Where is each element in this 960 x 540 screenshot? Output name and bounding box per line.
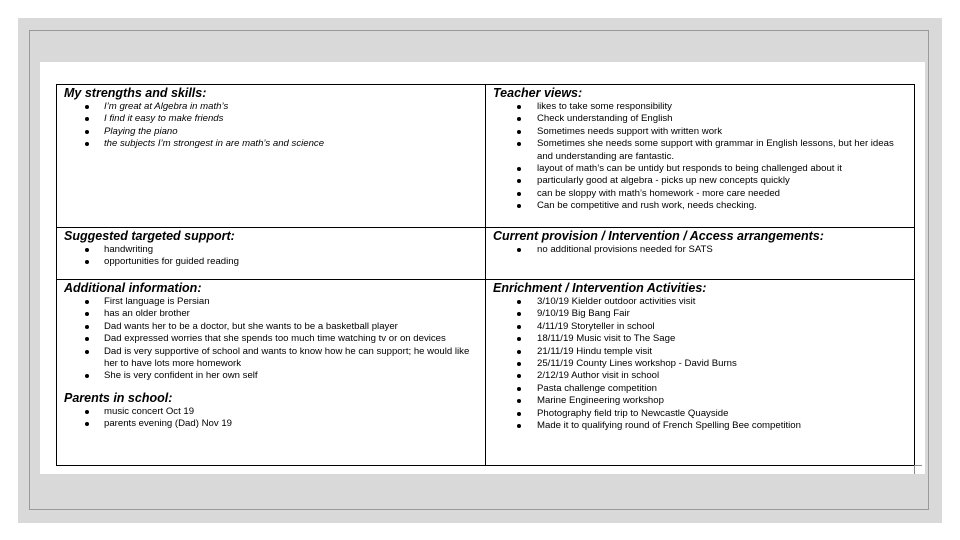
list-item: 2/12/19 Author visit in school xyxy=(511,370,908,382)
list-item: Playing the piano xyxy=(82,126,479,138)
additional-info-heading: Additional information: xyxy=(64,281,202,295)
strengths-cell xyxy=(57,85,486,228)
list-item: can be sloppy with math’s homework - more care needed xyxy=(511,188,908,200)
list-item: the subjects I’m strongest in are math’s and science xyxy=(82,138,479,150)
teacher-views-heading: Teacher views: xyxy=(493,86,583,100)
list-item: I find it easy to make friends xyxy=(82,113,479,125)
list-item: opportunities for guided reading xyxy=(82,256,479,268)
list-item: 3/10/19 Kielder outdoor activities visit xyxy=(511,296,908,308)
enrichment-cell xyxy=(486,280,915,466)
list-item: handwriting xyxy=(82,244,479,256)
list-item: She is very confident in her own self xyxy=(82,370,479,382)
parents-in-school-heading: Parents in school: xyxy=(64,390,173,405)
list-item: music concert Oct 19 xyxy=(82,406,479,418)
parents-in-school-list xyxy=(64,406,479,431)
current-provision-heading: Current provision / Intervention / Access arrangements: xyxy=(493,229,824,243)
enrichment-heading: Enrichment / Intervention Activities: xyxy=(493,281,707,295)
additional-info-list xyxy=(64,296,479,383)
targeted-support-heading: Suggested targeted support: xyxy=(64,229,235,243)
list-item: Dad wants her to be a doctor, but she wants to be a basketball player xyxy=(82,321,479,333)
list-item: I’m great at Algebra in math’s xyxy=(82,101,479,113)
list-item: Marine Engineering workshop xyxy=(511,395,908,407)
current-provision-list xyxy=(493,244,908,256)
list-item: Photography field trip to Newcastle Quayside xyxy=(511,408,908,420)
list-item: 21/11/19 Hindu temple visit xyxy=(511,346,908,358)
list-item: 9/10/19 Big Bang Fair xyxy=(511,308,908,320)
strengths-list xyxy=(64,101,479,151)
strengths-heading: My strengths and skills: xyxy=(64,86,207,100)
list-item: layout of math’s can be untidy but responds to being challenged about it xyxy=(511,163,908,175)
resize-handle-icon xyxy=(914,465,922,474)
teacher-views-list xyxy=(493,101,908,213)
list-item: Made it to qualifying round of French Spelling Bee competition xyxy=(511,420,908,432)
targeted-support-cell xyxy=(57,228,486,280)
list-item: no additional provisions needed for SATS xyxy=(511,244,908,256)
current-provision-cell xyxy=(486,228,915,280)
list-item: 25/11/19 County Lines workshop - David Burns xyxy=(511,358,908,370)
profile-table xyxy=(56,84,915,466)
additional-info-cell xyxy=(57,280,486,466)
enrichment-list xyxy=(493,296,908,432)
list-item: Sometimes needs support with written work xyxy=(511,126,908,138)
list-item: 18/11/19 Music visit to The Sage xyxy=(511,333,908,345)
list-item: Dad expressed worries that she spends too much time watching tv or on devices xyxy=(82,333,479,345)
list-item: Can be competitive and rush work, needs checking. xyxy=(511,200,908,212)
list-item: particularly good at algebra - picks up new concepts quickly xyxy=(511,175,908,187)
list-item: has an older brother xyxy=(82,308,479,320)
list-item: Pasta challenge competition xyxy=(511,383,908,395)
list-item: Check understanding of English xyxy=(511,113,908,125)
list-item: Dad is very supportive of school and wants to know how he can support; he would like her to have lots more homework xyxy=(82,346,479,371)
list-item: likes to take some responsibility xyxy=(511,101,908,113)
list-item: 4/11/19 Storyteller in school xyxy=(511,321,908,333)
teacher-views-cell xyxy=(486,85,915,228)
targeted-support-list xyxy=(64,244,479,269)
list-item: parents evening (Dad) Nov 19 xyxy=(82,418,479,430)
list-item: Sometimes she needs some support with grammar in English lessons, but her ideas and understanding are fantastic. xyxy=(511,138,908,163)
list-item: First language is Persian xyxy=(82,296,479,308)
